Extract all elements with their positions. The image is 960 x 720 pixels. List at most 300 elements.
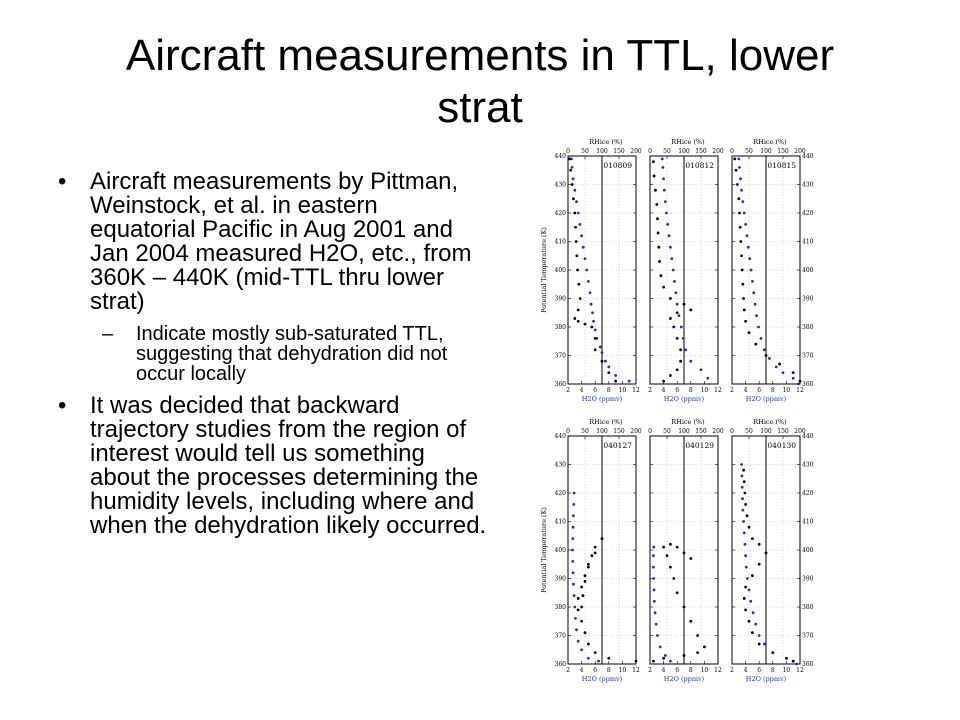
theta-tick-label: 380 bbox=[802, 324, 814, 331]
h2o-point bbox=[669, 566, 672, 569]
rhice-point bbox=[706, 377, 709, 380]
rhice-tick-label: 50 bbox=[663, 148, 671, 155]
rhice-point bbox=[577, 212, 580, 215]
rhice-point bbox=[572, 583, 575, 586]
h2o-point bbox=[744, 492, 747, 495]
rhice-point bbox=[587, 280, 590, 283]
h2o-tick-label: 6 bbox=[593, 667, 598, 674]
theta-tick-label: 360 bbox=[802, 381, 814, 388]
h2o-point bbox=[582, 594, 585, 597]
profile-panel-040127 bbox=[540, 418, 642, 683]
slide-title: Aircraft measurements in TTL, lower strat bbox=[125, 31, 835, 132]
rhice-point bbox=[746, 234, 749, 237]
rhice-point bbox=[673, 280, 676, 283]
h2o-point bbox=[672, 577, 675, 580]
rhice-point bbox=[653, 589, 656, 592]
rhice-point bbox=[664, 200, 667, 203]
rhice-point bbox=[743, 212, 746, 215]
rhice-point bbox=[748, 257, 751, 260]
theta-tick-label: 430 bbox=[554, 461, 566, 469]
rhice-point bbox=[655, 623, 658, 626]
rhice-tick-label: 200 bbox=[630, 148, 642, 155]
h2o-point bbox=[662, 657, 665, 660]
bullet-marker: • bbox=[58, 392, 67, 419]
rhice-point bbox=[680, 326, 683, 329]
theta-tick-label: 360 bbox=[554, 381, 566, 388]
h2o-point bbox=[662, 546, 665, 549]
h2o-point bbox=[739, 240, 742, 243]
h2o-point bbox=[590, 326, 593, 329]
h2o-point bbox=[744, 503, 747, 506]
h2o-point bbox=[652, 660, 655, 663]
rhice-point bbox=[795, 663, 798, 666]
rhice-point bbox=[584, 257, 587, 260]
rhice-point bbox=[740, 189, 743, 192]
rhice-point bbox=[573, 189, 576, 192]
rhice-point bbox=[572, 571, 575, 574]
rhice-point bbox=[749, 600, 752, 603]
theta-tick-label: 390 bbox=[554, 575, 566, 583]
h2o-point bbox=[676, 311, 679, 314]
theta-tick-label: 370 bbox=[554, 352, 566, 360]
h2o-point bbox=[743, 597, 746, 600]
rhice-tick-label: 100 bbox=[596, 148, 608, 155]
flight-label: 010809 bbox=[603, 161, 632, 170]
rhice-point bbox=[599, 346, 602, 349]
h2o-tick-label: 2 bbox=[566, 667, 570, 674]
h2o-tick-label: 2 bbox=[730, 387, 734, 394]
theta-tick-label: 410 bbox=[554, 518, 566, 526]
rhice-tick-label: 0 bbox=[648, 428, 652, 435]
rhice-point bbox=[589, 291, 592, 294]
rhice-point bbox=[744, 543, 747, 546]
h2o-axis-title: H2O (ppmv) bbox=[745, 675, 787, 683]
rhice-point bbox=[628, 380, 631, 383]
h2o-point bbox=[577, 608, 580, 611]
rhice-tick-label: 0 bbox=[566, 428, 570, 435]
theta-tick-label: 400 bbox=[802, 547, 814, 554]
h2o-point bbox=[662, 380, 665, 383]
theta-tick-label: 420 bbox=[554, 210, 566, 217]
rhice-point bbox=[587, 657, 590, 660]
h2o-point bbox=[744, 608, 747, 611]
h2o-point bbox=[683, 551, 686, 554]
h2o-point bbox=[575, 254, 578, 257]
rhice-point bbox=[754, 623, 757, 626]
rhice-point bbox=[573, 606, 576, 609]
rhice-point bbox=[672, 269, 675, 272]
h2o-point bbox=[652, 160, 655, 163]
rhice-point bbox=[670, 257, 673, 260]
h2o-point bbox=[590, 554, 593, 557]
rhice-point bbox=[743, 532, 746, 535]
rhice-point bbox=[742, 520, 745, 523]
h2o-point bbox=[568, 157, 571, 160]
h2o-point bbox=[792, 371, 795, 374]
h2o-point bbox=[737, 197, 740, 200]
rhice-point bbox=[614, 374, 617, 377]
h2o-point bbox=[584, 631, 587, 634]
theta-tick-label: 410 bbox=[802, 238, 814, 246]
rhice-point bbox=[574, 617, 577, 620]
h2o-point bbox=[676, 546, 679, 549]
rhice-point bbox=[768, 357, 771, 360]
flight-label: 040130 bbox=[767, 441, 796, 450]
h2o-tick-label: 10 bbox=[700, 667, 709, 674]
rhice-point bbox=[591, 311, 594, 314]
rhice-point bbox=[741, 486, 744, 489]
h2o-point bbox=[573, 212, 576, 215]
rhice-axis-title: RHice (%) bbox=[589, 138, 623, 146]
rhice-point bbox=[782, 371, 785, 374]
rhice-point bbox=[571, 537, 574, 540]
h2o-point bbox=[736, 183, 739, 186]
rhice-tick-label: 100 bbox=[760, 148, 772, 155]
profile-panel-010809 bbox=[540, 138, 642, 403]
rhice-point bbox=[689, 360, 692, 363]
h2o-point bbox=[758, 543, 761, 546]
h2o-axis-title: H2O (ppmv) bbox=[663, 395, 705, 403]
h2o-point bbox=[751, 537, 754, 540]
rhice-point bbox=[597, 660, 600, 663]
rhice-point bbox=[737, 157, 740, 160]
rhice-axis-title: RHice (%) bbox=[671, 138, 705, 146]
theta-tick-label: 390 bbox=[802, 295, 814, 303]
h2o-tick-label: 6 bbox=[757, 667, 762, 674]
rhice-point bbox=[757, 326, 760, 329]
h2o-tick-label: 12 bbox=[796, 667, 804, 674]
h2o-tick-label: 10 bbox=[700, 387, 709, 394]
h2o-point bbox=[662, 286, 665, 289]
bullet-item bbox=[58, 170, 488, 314]
h2o-point bbox=[676, 337, 679, 340]
h2o-point bbox=[669, 297, 672, 300]
h2o-point bbox=[607, 657, 610, 660]
rhice-point bbox=[654, 611, 657, 614]
bullet-item bbox=[58, 394, 488, 538]
rhice-point bbox=[741, 509, 744, 512]
rhice-point bbox=[662, 166, 665, 169]
rhice-tick-label: 100 bbox=[678, 148, 690, 155]
rhice-point bbox=[792, 377, 795, 380]
h2o-point bbox=[658, 260, 661, 263]
rhice-tick-label: 150 bbox=[613, 148, 625, 155]
h2o-point bbox=[569, 169, 572, 172]
h2o-point bbox=[659, 274, 662, 277]
h2o-point bbox=[741, 269, 744, 272]
rhice-tick-label: 200 bbox=[712, 428, 724, 435]
h2o-point bbox=[614, 380, 617, 383]
rhice-point bbox=[750, 269, 753, 272]
h2o-point bbox=[594, 551, 597, 554]
h2o-point bbox=[594, 348, 597, 351]
theta-tick-label: 430 bbox=[802, 181, 814, 189]
rhice-point bbox=[747, 246, 750, 249]
h2o-point bbox=[580, 586, 583, 589]
rhice-point bbox=[601, 351, 604, 354]
rhice-point bbox=[659, 646, 662, 649]
theta-tick-label: 440 bbox=[802, 153, 814, 160]
rhice-point bbox=[590, 303, 593, 306]
h2o-point bbox=[689, 557, 692, 560]
h2o-point bbox=[739, 226, 742, 229]
rhice-point bbox=[682, 337, 685, 340]
profile-panel-040129 bbox=[648, 418, 724, 683]
rhice-point bbox=[744, 554, 747, 557]
bullet-text: It was decided that backward trajectory studies from the region of interest would tell us something about the processes determining the humidity levels, including where and when the dehydration likely occurred. bbox=[90, 392, 487, 539]
h2o-point bbox=[740, 254, 743, 257]
rhice-point bbox=[573, 492, 576, 495]
rhice-tick-label: 200 bbox=[794, 148, 806, 155]
h2o-point bbox=[594, 546, 597, 549]
theta-tick-label: 370 bbox=[802, 352, 814, 360]
rhice-point bbox=[684, 348, 687, 351]
rhice-point bbox=[741, 497, 744, 500]
rhice-point bbox=[656, 634, 659, 637]
h2o-point bbox=[655, 203, 658, 206]
h2o-tick-label: 8 bbox=[688, 387, 693, 394]
rhice-point bbox=[580, 234, 583, 237]
rhice-point bbox=[775, 366, 778, 369]
sub-bullet-item bbox=[102, 324, 488, 384]
h2o-point bbox=[743, 309, 746, 312]
rhice-tick-label: 100 bbox=[678, 428, 690, 435]
flight-label: 010815 bbox=[767, 161, 796, 170]
rhice-point bbox=[662, 177, 665, 180]
h2o-tick-label: 12 bbox=[714, 387, 722, 394]
theta-tick-label: 390 bbox=[554, 295, 566, 303]
rhice-tick-label: 50 bbox=[581, 428, 589, 435]
h2o-point bbox=[743, 480, 746, 483]
h2o-point bbox=[669, 317, 672, 320]
rhice-point bbox=[592, 320, 595, 323]
h2o-point bbox=[758, 643, 761, 646]
h2o-point bbox=[785, 657, 788, 660]
rhice-tick-label: 150 bbox=[695, 148, 707, 155]
h2o-point bbox=[594, 651, 597, 654]
h2o-point bbox=[587, 643, 590, 646]
theta-tick-label: 400 bbox=[802, 267, 814, 274]
profile-panel-010815 bbox=[730, 138, 814, 403]
h2o-point bbox=[669, 543, 672, 546]
profile-panel-040130 bbox=[730, 418, 814, 683]
rhice-point bbox=[661, 157, 664, 160]
rhice-point bbox=[664, 654, 667, 657]
h2o-point bbox=[765, 551, 768, 554]
h2o-tick-label: 8 bbox=[770, 667, 775, 674]
rhice-point bbox=[752, 611, 755, 614]
h2o-point bbox=[751, 631, 754, 634]
h2o-point bbox=[587, 566, 590, 569]
theta-tick-label: 400 bbox=[554, 267, 566, 274]
rhice-tick-label: 50 bbox=[745, 428, 753, 435]
h2o-point bbox=[751, 574, 754, 577]
rhice-tick-label: 50 bbox=[663, 428, 671, 435]
h2o-point bbox=[738, 212, 741, 215]
h2o-point bbox=[653, 175, 656, 178]
h2o-axis-title: H2O (ppmv) bbox=[581, 675, 623, 683]
rhice-point bbox=[738, 166, 741, 169]
rhice-point bbox=[674, 291, 677, 294]
h2o-point bbox=[792, 660, 795, 663]
profile-figure-svg bbox=[540, 130, 820, 690]
h2o-point bbox=[683, 654, 686, 657]
rhice-point bbox=[744, 223, 747, 226]
bullet-list bbox=[58, 170, 488, 548]
theta-tick-label: 440 bbox=[554, 153, 566, 160]
rhice-point bbox=[760, 337, 763, 340]
rhice-point bbox=[571, 560, 574, 563]
rhice-point bbox=[751, 280, 754, 283]
rhice-point bbox=[652, 546, 655, 549]
rhice-point bbox=[748, 589, 751, 592]
profile-panel-010812 bbox=[648, 138, 724, 403]
h2o-tick-label: 4 bbox=[743, 667, 748, 674]
theta-tick-label: 360 bbox=[554, 661, 566, 668]
theta-tick-label: 420 bbox=[554, 490, 566, 497]
rhice-point bbox=[746, 577, 749, 580]
h2o-point bbox=[577, 320, 580, 323]
h2o-point bbox=[679, 348, 682, 351]
sub-bullet-text: Indicate mostly sub-saturated TTL, suggesting that dehydration did not occur locally bbox=[136, 323, 448, 385]
rhice-point bbox=[700, 368, 703, 371]
h2o-tick-label: 4 bbox=[661, 387, 666, 394]
rhice-point bbox=[676, 303, 679, 306]
theta-tick-label: 380 bbox=[554, 324, 566, 331]
theta-tick-label: 410 bbox=[554, 238, 566, 246]
h2o-point bbox=[654, 189, 657, 192]
rhice-point bbox=[571, 166, 574, 169]
h2o-tick-label: 10 bbox=[618, 387, 627, 394]
rhice-point bbox=[740, 463, 743, 466]
rhice-point bbox=[577, 640, 580, 643]
rhice-tick-label: 100 bbox=[596, 428, 608, 435]
profile-figure bbox=[540, 130, 820, 690]
h2o-point bbox=[584, 580, 587, 583]
h2o-point bbox=[669, 374, 672, 377]
h2o-point bbox=[577, 309, 580, 312]
h2o-point bbox=[584, 574, 587, 577]
bullet-text: Aircraft measurements by Pittman, Weinstock, et al. in eastern equatorial Pacific in Aug 2001 and Jan 2004 measured H2O, etc., from 360K – 440K (mid-TTL thru lower strat) bbox=[90, 168, 472, 315]
rhice-point bbox=[763, 348, 766, 351]
h2o-point bbox=[575, 240, 578, 243]
rhice-point bbox=[752, 291, 755, 294]
h2o-point bbox=[580, 620, 583, 623]
rhice-tick-label: 150 bbox=[613, 428, 625, 435]
h2o-tick-label: 2 bbox=[648, 387, 652, 394]
rhice-tick-label: 200 bbox=[630, 428, 642, 435]
h2o-tick-label: 12 bbox=[632, 667, 640, 674]
h2o-tick-label: 2 bbox=[566, 387, 570, 394]
h2o-tick-label: 6 bbox=[675, 667, 680, 674]
h2o-tick-label: 4 bbox=[579, 387, 584, 394]
h2o-point bbox=[594, 337, 597, 340]
h2o-point bbox=[683, 303, 686, 306]
h2o-point bbox=[657, 246, 660, 249]
rhice-point bbox=[740, 475, 743, 478]
theta-tick-label: 440 bbox=[802, 433, 814, 440]
rhice-point bbox=[653, 600, 656, 603]
rhice-tick-label: 150 bbox=[777, 148, 789, 155]
flight-label: 040129 bbox=[685, 441, 714, 450]
h2o-point bbox=[587, 563, 590, 566]
rhice-point bbox=[763, 643, 766, 646]
h2o-point bbox=[571, 183, 574, 186]
rhice-point bbox=[668, 234, 671, 237]
theta-tick-label: 420 bbox=[802, 490, 814, 497]
h2o-point bbox=[703, 646, 706, 649]
h2o-tick-label: 2 bbox=[730, 667, 734, 674]
rhice-tick-label: 50 bbox=[745, 148, 753, 155]
rhice-tick-label: 0 bbox=[730, 148, 734, 155]
h2o-tick-label: 8 bbox=[770, 387, 775, 394]
h2o-point bbox=[601, 360, 604, 363]
h2o-tick-label: 12 bbox=[714, 667, 722, 674]
h2o-point bbox=[666, 554, 669, 557]
h2o-tick-label: 10 bbox=[782, 667, 791, 674]
h2o-tick-label: 12 bbox=[632, 387, 640, 394]
h2o-tick-label: 4 bbox=[579, 667, 584, 674]
h2o-point bbox=[676, 591, 679, 594]
h2o-tick-label: 12 bbox=[796, 387, 804, 394]
h2o-point bbox=[689, 309, 692, 312]
rhice-tick-label: 0 bbox=[566, 148, 570, 155]
theta-tick-label: 420 bbox=[802, 210, 814, 217]
rhice-point bbox=[572, 177, 575, 180]
h2o-tick-label: 2 bbox=[648, 667, 652, 674]
h2o-tick-label: 6 bbox=[675, 387, 680, 394]
rhice-point bbox=[652, 554, 655, 557]
rhice-point bbox=[573, 594, 576, 597]
rhice-point bbox=[663, 189, 666, 192]
theta-tick-label: 430 bbox=[802, 461, 814, 469]
bullet-marker: • bbox=[58, 168, 67, 195]
h2o-point bbox=[748, 526, 751, 529]
theta-tick-label: 360 bbox=[802, 661, 814, 668]
h2o-axis-title: H2O (ppmv) bbox=[745, 395, 787, 403]
rhice-point bbox=[755, 314, 758, 317]
h2o-point bbox=[683, 606, 686, 609]
h2o-point bbox=[765, 354, 768, 357]
theta-axis-title: Potential Temperature (K) bbox=[540, 227, 548, 313]
theta-tick-label: 370 bbox=[554, 632, 566, 640]
h2o-tick-label: 4 bbox=[743, 387, 748, 394]
rhice-tick-label: 100 bbox=[760, 428, 772, 435]
h2o-point bbox=[656, 217, 659, 220]
h2o-point bbox=[741, 283, 744, 286]
h2o-point bbox=[771, 651, 774, 654]
h2o-tick-label: 6 bbox=[757, 387, 762, 394]
h2o-axis-title: H2O (ppmv) bbox=[663, 675, 705, 683]
h2o-point bbox=[696, 651, 699, 654]
theta-axis-title: Potential Temperature (K) bbox=[540, 507, 548, 593]
h2o-tick-label: 4 bbox=[661, 667, 666, 674]
rhice-point bbox=[745, 566, 748, 569]
h2o-point bbox=[607, 371, 610, 374]
rhice-point bbox=[678, 314, 681, 317]
rhice-point bbox=[741, 200, 744, 203]
h2o-tick-label: 10 bbox=[782, 387, 791, 394]
flight-label: 040127 bbox=[603, 441, 632, 450]
h2o-point bbox=[748, 331, 751, 334]
h2o-tick-label: 6 bbox=[593, 387, 598, 394]
h2o-tick-label: 8 bbox=[688, 667, 693, 674]
rhice-point bbox=[582, 246, 585, 249]
h2o-point bbox=[635, 660, 638, 663]
rhice-point bbox=[575, 200, 578, 203]
rhice-tick-label: 50 bbox=[581, 148, 589, 155]
rhice-point bbox=[754, 303, 757, 306]
